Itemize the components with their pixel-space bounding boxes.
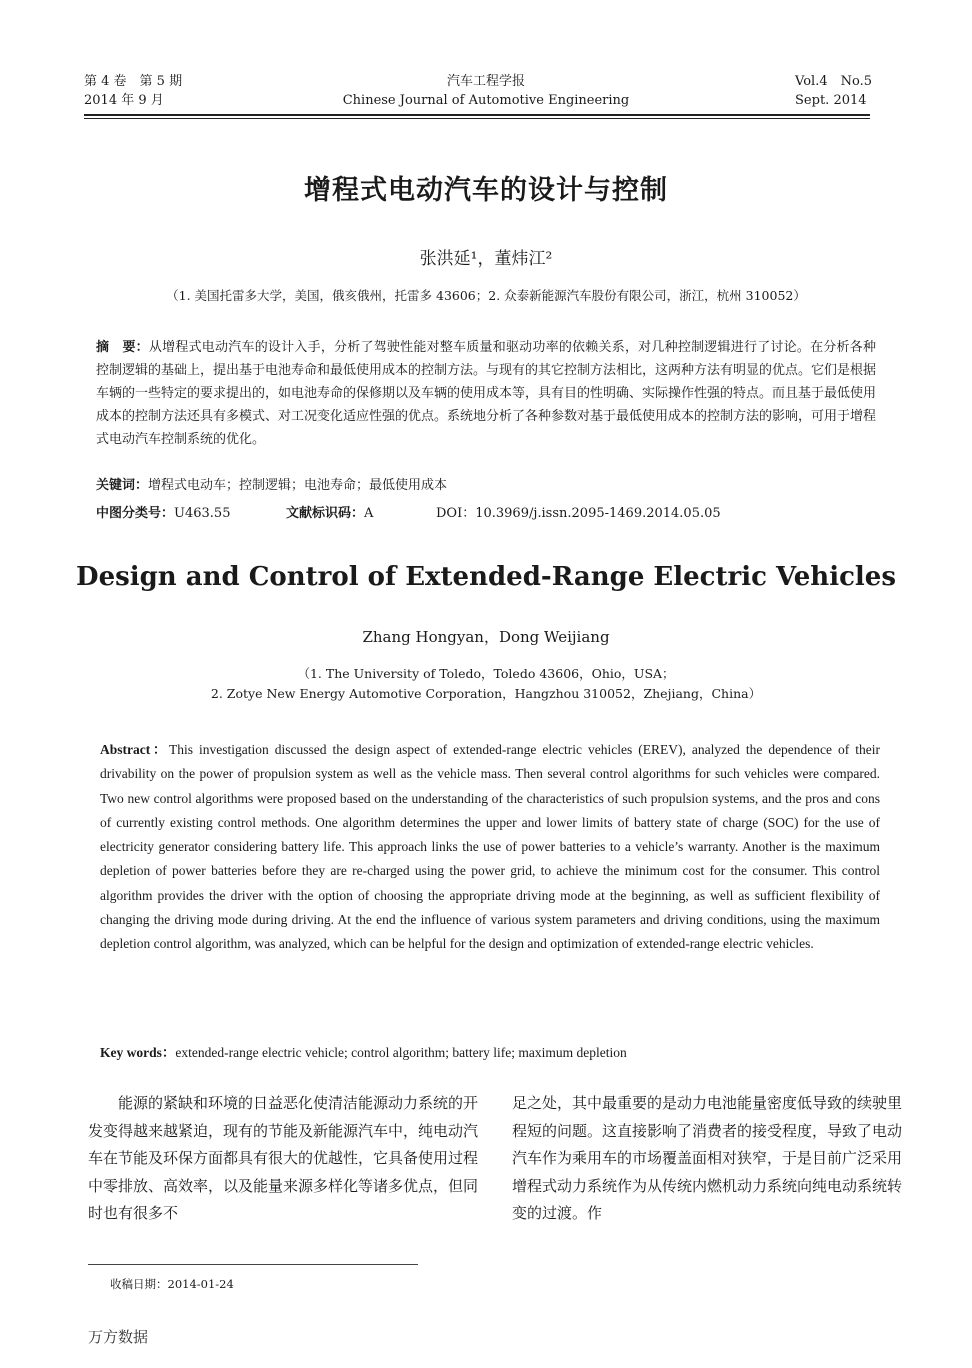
doi-value: 10.3969/j.issn.2095-1469.2014.05.05 xyxy=(475,506,721,521)
keywords-text-en: extended-range electric vehicle; control algorithm; battery life; maximum depletion xyxy=(175,1045,627,1060)
paper-title-en: Design and Control of Extended-Range Electric Vehicles xyxy=(76,562,896,592)
clc-value: U463.55 xyxy=(174,506,231,521)
abstract-text-cn: 从增程式电动汽车的设计入手，分析了驾驶性能对整车质量和驱动功率的依赖关系，对几种控制逻辑进行了讨论。在分析各种控制逻辑的基础上，提出基于电池寿命和最低使用成本的控制方法。与现有的其它控制方法相比，这两种方法有明显的优点。它们是根据车辆的一些特定的要求提出的，如电池寿命的保修期以及车辆的使用成本等，具有目的性明确、实际操作性强的特点。而且基于最低使用成本的控制方法还具有多模式、对工况变化适应性强的优点。系统地分析了各种参数对基于最低使用成本的控制方法的影响，可用于增程式电动汽车控制系统的优化。 xyxy=(96,340,877,447)
abstract-label-en: Abstract： xyxy=(100,742,169,757)
date-cn: 2014 年 9 月 xyxy=(84,93,164,108)
paper-title-cn: 增程式电动汽车的设计与控制 xyxy=(304,175,668,206)
keywords-label-cn: 关键词： xyxy=(96,478,149,493)
keywords-en xyxy=(100,1041,880,1061)
footnote-rule xyxy=(88,1264,418,1265)
journal-name-en: Chinese Journal of Automotive Engineering xyxy=(342,93,630,108)
abstract-en xyxy=(100,738,880,957)
doc-code-label: 文献标识码： xyxy=(286,506,365,521)
wanfang-watermark: 万方数据 xyxy=(88,1328,149,1346)
body-column-right: 足之处，其中最重要的是动力电池能量密度低导致的续驶里程短的问题。这直接影响了消费者的接受程度，导致了电动汽车作为乘用车的市场覆盖面相对狭窄，于是目前广泛采用增程式动力系统作为从传统内燃机动力系统向纯电动系统转变的过渡。作 xyxy=(512,1094,903,1222)
header-rule-thin xyxy=(84,118,870,119)
abstract-label-cn: 摘 要： xyxy=(96,340,149,355)
abstract-text-en: This investigation discussed the design aspect of extended-range electric vehicles (EREV), analyzed the dependence of their drivability on the power of propulsion system as well as the vehicle mass. Then several control algorithms for such vehicles were compared. Two new control algorithms were proposed based on the understanding of the characteristics of such propulsion systems, and the pros and cons of currently existing control methods. One algorithm determines the upper and lower limits of battery state of charge (SOC) for the use of electricity generator considering battery life. This approach links the use of power batteries to a vehicle’s warranty. Another is the maximum depletion of power batteries before they are re-charged using the power grid, to achieve the minimum cost for the consumer. This control algorithm provides the driver with the option of choosing the appropriate driving mode at the beginning, as well as sufficient flexibility of changing the driving mode during driving. At the end the influence of various system parameters and driving conditions, using the maximum depletion control algorithm, was analyzed, which can be helpful for the design and optimization of extended-range electric vehicles. xyxy=(100,742,880,952)
keywords-cn xyxy=(96,474,876,493)
affiliation-en-1: （1. The University of Toledo，Toledo 43606，Ohio，USA； xyxy=(297,666,675,681)
doi xyxy=(436,502,721,521)
classification-line xyxy=(96,502,876,521)
volume-issue-en: Vol.4 No.5 xyxy=(795,74,872,89)
affiliation-en-2: 2. Zotye New Energy Automotive Corporation，Hangzhou 310052，Zhejiang，China） xyxy=(210,686,762,701)
keywords-text-cn: 增程式电动车；控制逻辑；电池寿命；最低使用成本 xyxy=(148,478,448,493)
journal-issue-en xyxy=(795,72,872,110)
doi-label: DOI： xyxy=(436,506,476,521)
keywords-label-en: Key words： xyxy=(100,1045,176,1060)
journal-name-cn: 汽车工程学报 xyxy=(446,74,525,89)
clc-label: 中图分类号： xyxy=(96,506,175,521)
authors-en: Zhang Hongyan，Dong Weijiang xyxy=(362,628,610,646)
affiliation-cn: （1. 美国托雷多大学，美国，俄亥俄州，托雷多 43606；2. 众泰新能源汽车股份有限公司，浙江，杭州 310052） xyxy=(166,288,806,303)
authors-cn: 张洪延¹，董炜江² xyxy=(419,249,553,269)
clc-number xyxy=(96,502,286,521)
doc-code-value: A xyxy=(364,506,374,521)
body-column-left: 能源的紧缺和环境的日益恶化使清洁能源动力系统的开发变得越来越紧迫，现有的节能及新能源汽车中，纯电动汽车在节能及环保方面都具有很大的优越性，它具备使用过程中零排放、高效率，以及能量来源多样化等诸多优点，但同时也有很多不 xyxy=(88,1094,479,1222)
received-date: 收稿日期：2014-01-24 xyxy=(110,1277,234,1291)
document-code xyxy=(286,502,436,521)
volume-issue-cn: 第 4 卷 第 5 期 xyxy=(84,74,183,89)
date-en: Sept. 2014 xyxy=(795,93,867,108)
header-rule xyxy=(84,114,870,116)
abstract-cn xyxy=(96,336,876,451)
